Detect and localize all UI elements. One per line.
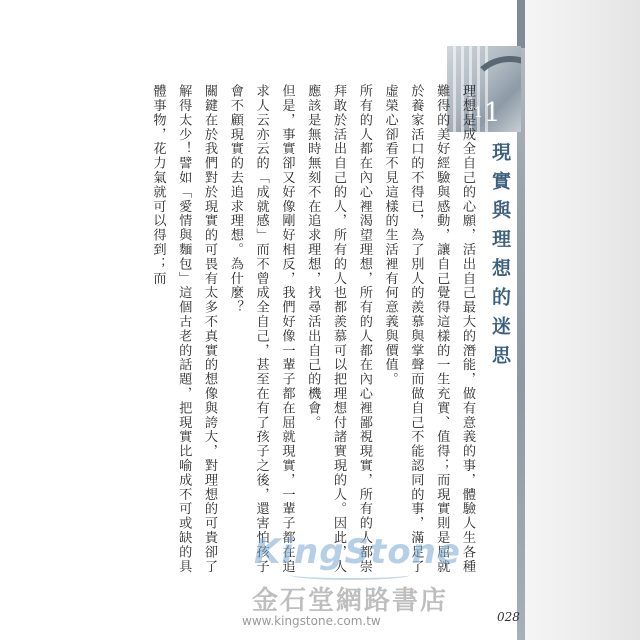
watermark-chinese: 金石堂網路書店 (252, 586, 449, 616)
side-band (517, 0, 640, 640)
paragraph-3: 但是，事實卻又好像剛好相反，我們好像一輩子都在屈就現實，一輩子都在追求人云亦云的「成就感」而不曾成全自己，甚至在有了孩子之後，還害怕孩子會不顧現實的去追求理想。為什麼？ (227, 84, 295, 574)
paragraph-4: 關鍵在於我們對於現實的可畏有太多不真實的想像與誇大，對理想的可貴卻了解得太少！譬如「愛情與麵包」這個古老的話題，把現實比喻成不可或缺的具體事物，花力氣就可以得到；而 (150, 84, 218, 574)
watermark-logo: KingStone (254, 532, 461, 572)
body-text (145, 58, 480, 582)
chapter-title: 現實與理想的迷思 (489, 142, 511, 374)
paragraph-1: 理想是成全自己的心願，活出自己最大的潛能，做有意義的事，體驗人生各種難得的美好經驗與感動，讓自己覺得這樣的一生充實、值得；而現實則是屈就於養家活口的不得已，為了別人的羨慕與掌聲而做自己不能認同的事，滿足了虛榮心卻看不見這樣的生活裡有何意義與價值。 (382, 84, 475, 574)
page-number: 028 (497, 610, 520, 624)
paragraph-2: 所有的人都在內心裡渴望理想，所有的人都在內心裡鄙視現實，所有的人都崇拜敢於活出自己的人，所有的人也都羨慕可以把理想付諸實現的人。因此，人應該是無時無刻不在追求理想，找尋活出自己的機會。 (305, 84, 372, 574)
chapter-number-prefix: 1 (474, 105, 483, 121)
side-top-block (517, 0, 525, 48)
chapter-number-value: 1 (483, 98, 501, 128)
watermark-url: www.kingstone.com.tw (242, 614, 381, 628)
